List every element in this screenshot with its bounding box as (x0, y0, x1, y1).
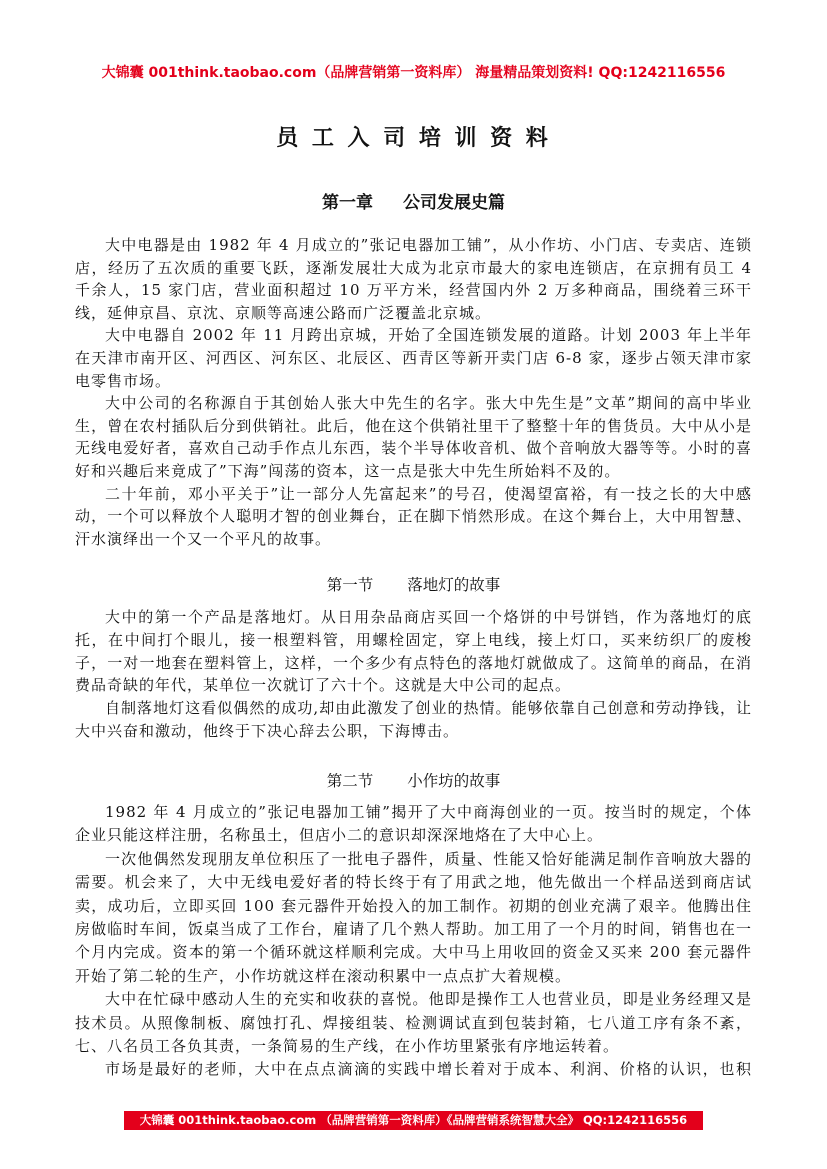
chapter-title: 公司发展史篇 (403, 193, 505, 213)
paragraph: 大中电器自 2002 年 11 月跨出京城，开始了全国连锁发展的道路。计划 2003 年上半年在天津市南开区、河西区、河东区、北辰区、西青区等新开卖门店 6-8 家，逐步占领天津市家电零售市场。 (75, 326, 752, 390)
page-header-banner: 大锦囊 001think.taobao.com（品牌营销第一资料库） 海量精品策划资料! QQ:1242116556 (101, 65, 726, 81)
section-2-text-block (75, 801, 752, 1082)
chapter-heading (0, 188, 827, 213)
intro-text-block (75, 234, 752, 550)
paragraph: 大中的第一个产品是落地灯。从日用杂品商店买回一个烙饼的中号饼铛，作为落地灯的底托，在中间打个眼儿，接一根塑料管，用螺栓固定，穿上电线，接上灯口，买来纺织厂的废梭子，一对一地套在塑料管上，这样，一个多少有点特色的落地灯就做成了。这简单的商品，在消费品奇缺的年代，某单位一次就订了六十个。这就是大中公司的起点。 (75, 608, 752, 695)
section-heading-1 (0, 573, 827, 595)
section-1-text-block (75, 606, 752, 743)
chapter-number: 第一章 (322, 193, 373, 213)
paragraph: 大中电器是由 1982 年 4 月成立的”张记电器加工铺”，从小作坊、小门店、专卖店、连锁店，经历了五次质的重要飞跃，逐渐发展壮大成为北京市最大的家电连锁店，在京拥有员工 4 千余人，15 家门店，营业面积超过 10 万平方米，经营国内外 2 万多种商品，围绕着三环干线，延伸京昌、京沈、京顺等高速公路而广泛覆盖北京城。 (75, 236, 752, 322)
paragraph: 大中公司的名称源自于其创始人张大中先生的名字。张大中先生是”文革”期间的高中毕业生，曾在农村插队后分到供销社。此后，他在这个供销社里干了整整十年的售货员。大中从小是无线电爱好者，喜欢自己动手作点儿东西，装个半导体收音机、做个音响放大器等等。小时的喜好和兴趣后来竟成了”下海”闯荡的资本，这一点是张大中先生所始料不及的。 (75, 394, 752, 480)
section-title: 落地灯的故事 (407, 576, 501, 594)
paragraph: 自制落地灯这看似偶然的成功,却由此激发了创业的热情。能够依靠自己创意和劳动挣钱，让大中兴奋和激动，他终于下决心辞去公职，下海博击。 (75, 699, 752, 740)
paragraph: 大中在忙碌中感动人生的充实和收获的喜悦。他即是操作工人也营业员，即是业务经理又是技术员。从照像制板、腐蚀打孔、焊接组装、检测调试直到包装封箱，七八道工序有条不紊，七、八名员工各负其责，一条简易的生产线，在小作坊里紧张有序地运转着。 (75, 990, 752, 1056)
paragraph: 一次他偶然发现朋友单位积压了一批电子器件，质量、性能又恰好能满足制作音响放大器的需要。机会来了，大中无线电爱好者的特长终于有了用武之地，他先做出一个样品送到商店试卖，成功后，立即买回 100 套元器件开始投入的加工制作。初期的创业充满了艰辛。他腾出住房做临时车间，饭桌当成了工作台，雇请了几个熟人帮助。加工用了一个月的时间，销售也在一个月内完成。资本的第一个循环就这样顺利完成。大中马上用收回的资金又买来 200 套元器件开始了第二轮的生产，小作坊就这样在滚动积累中一点点扩大着规模。 (75, 849, 752, 985)
paragraph: 1982 年 4 月成立的”张记电器加工铺”揭开了大中商海创业的一页。按当时的规定，个体企业只能这样注册，名称虽土，但店小二的意识却深深地烙在了大中心上。 (75, 803, 752, 845)
page-footer-banner: 大锦囊 001think.taobao.com （品牌营销第一资料库）《品牌营销系统智慧大全》 QQ:1242116556 (124, 1111, 703, 1130)
document-title: 员 工 入 司 培 训 资 料 (276, 126, 551, 151)
section-heading-2 (0, 769, 827, 791)
paragraph: 二十年前，邓小平关于”让一部分人先富起来”的号召，使渴望富裕，有一技之长的大中感动，一个可以释放个人聪明才智的创业舞台，正在脚下悄然形成。在这个舞台上，大中用智慧、汗水演绎出一个又一个平凡的故事。 (75, 484, 752, 548)
section-number: 第一节 (326, 576, 374, 594)
section-number: 第二节 (326, 772, 374, 790)
section-title: 小作坊的故事 (407, 772, 501, 790)
paragraph-truncated: 市场是最好的老师，大中在点点滴滴的实践中增长着对于成本、利润、价格的认识，也积 (105, 1060, 752, 1079)
